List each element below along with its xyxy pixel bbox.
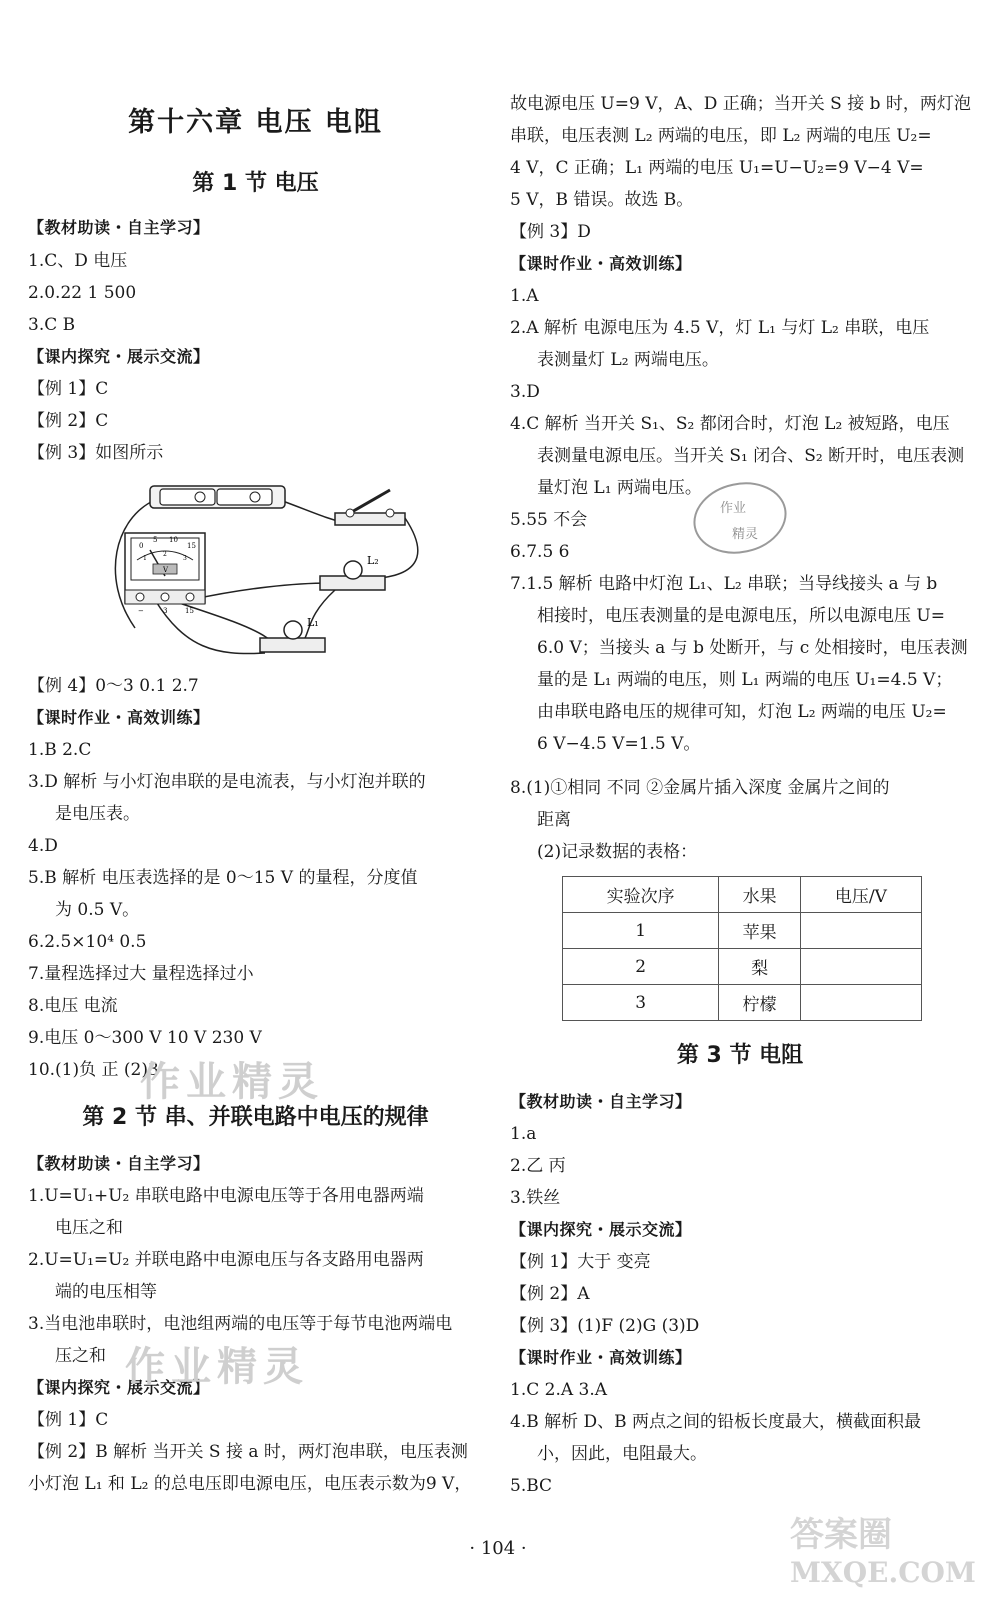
lamp-l1-base (260, 638, 325, 652)
chapter-title: 第十六章 电压 电阻 (128, 107, 383, 138)
switch (335, 513, 405, 525)
answer-line: 为 0.5 V。 (55, 900, 140, 920)
example-line: 【例 1】大于 变亮 (510, 1252, 651, 1272)
answer-line: 端的电压相等 (55, 1282, 157, 1302)
answer-line: 3.D 解析 与小灯泡串联的是电流表，与小灯泡并联的 (28, 772, 426, 792)
page-number: · 104 · (469, 1538, 527, 1559)
section-3-title: 第 3 节 电阻 (676, 1043, 804, 1068)
lamp-l1-label: L₁ (307, 616, 319, 629)
table-row (563, 985, 922, 1021)
terminal-label: 15 (185, 607, 194, 615)
watermark: 作业精灵 (140, 1059, 324, 1105)
answer-line: 相接时，电压表测量的是电源电压，所以电源电压 U= (537, 606, 945, 626)
lamp-l1 (284, 621, 302, 639)
section-heading: 【课时作业・高效训练】 (28, 708, 210, 727)
answer-line: 距离 (537, 810, 571, 830)
table-cell (800, 913, 921, 949)
answer-line: 由串联电路电压的规律可知，灯泡 L₂ 两端的电压 U₂= (537, 702, 947, 722)
table-row (563, 913, 922, 949)
meter-tick: 10 (169, 536, 178, 544)
answer-line: 2.U=U₁=U₂ 并联电路中电源电压与各支路用电器两 (28, 1250, 424, 1270)
table-cell: 柠檬 (719, 985, 800, 1021)
answer-line: 5.B 解析 电压表选择的是 0～15 V 的量程，分度值 (28, 868, 418, 888)
table-cell: 1 (563, 913, 719, 949)
section-1-title: 第 1 节 电压 (192, 171, 319, 196)
example-line: 【例 3】(1)F (2)G (3)D (510, 1316, 700, 1336)
example-line: 【例 2】C (28, 411, 109, 431)
answer-line: 5.BC (510, 1476, 553, 1496)
section-heading: 【课内探究・展示交流】 (28, 347, 210, 366)
text-line: 4 V，C 正确；L₁ 两端的电压 U₁=U−U₂=9 V−4 V= (510, 158, 924, 178)
section-heading: 【教材助读・自主学习】 (28, 218, 210, 237)
text-line: 串联，电压表测 L₂ 两端的电压，即 L₂ 两端的电压 U₂= (510, 126, 932, 146)
table-row (563, 949, 922, 985)
section-heading: 【课内探究・展示交流】 (510, 1220, 692, 1239)
answer-line: 9.电压 0～300 V 10 V 230 V (28, 1028, 262, 1048)
meter-unit: V (163, 566, 169, 574)
answer-line: 1.a (510, 1124, 537, 1144)
answer-line: 10.(1)负 正 (2)3 (28, 1060, 159, 1080)
answer-line: 1.A (510, 286, 539, 306)
answer-line: 7.1.5 解析 电路中灯泡 L₁、L₂ 串联；当导线接头 a 与 b (510, 574, 938, 594)
table-header: 实验次序 (563, 877, 719, 913)
terminal-label: 3 (163, 607, 168, 615)
answer-line: 2.乙 丙 (510, 1156, 566, 1176)
answer-line: 7.量程选择过大 量程选择过小 (28, 964, 254, 984)
site-watermark-text: MXQE.COM (790, 1556, 976, 1589)
section-2-title: 第 2 节 串、并联电路中电压的规律 (82, 1105, 429, 1130)
table-header: 水果 (719, 877, 800, 913)
section-heading: 【教材助读・自主学习】 (28, 1154, 210, 1173)
answer-line: 是电压表。 (55, 804, 140, 824)
table-cell: 苹果 (719, 913, 800, 949)
answer-line: 4.B 解析 D、B 两点之间的铅板长度最大，横截面积最 (510, 1412, 922, 1432)
answer-line: 1.U=U₁+U₂ 串联电路中电源电压等于各用电器两端 (28, 1186, 424, 1206)
example-line: 【例 3】D (510, 222, 591, 242)
answer-line: 2.A 解析 电源电压为 4.5 V，灯 L₁ 与灯 L₂ 串联，电压 (510, 318, 930, 338)
text-line: 5 V，B 错误。故选 B。 (510, 190, 694, 210)
site-watermark-text: 答案圈 (790, 1515, 892, 1555)
answer-line: 5.55 不会 (510, 510, 588, 530)
answer-line: 量的是 L₁ 两端的电压，则 L₁ 两端的电压 U₁=4.5 V； (537, 670, 953, 690)
example-line: 小灯泡 L₁ 和 L₂ 的总电压即电源电压，电压表示数为9 V， (28, 1474, 472, 1494)
meter-tick: 15 (187, 542, 196, 550)
answer-line: 8.电压 电流 (28, 996, 118, 1016)
answer-line: 8.(1)①相同 不同 ②金属片插入深度 金属片之间的 (510, 778, 890, 798)
section-heading: 【课时作业・高效训练】 (510, 254, 692, 273)
answer-line: 表测量灯 L₂ 两端电压。 (537, 350, 719, 370)
example-line: 【例 1】C (28, 379, 109, 399)
terminal-label: − (138, 607, 144, 615)
answer-line: 3.C B (28, 315, 76, 335)
table-cell: 梨 (719, 949, 800, 985)
example-line: 【例 1】C (28, 1410, 109, 1430)
answer-line: 3.铁丝 (510, 1188, 561, 1208)
answer-line: 1.C 2.A 3.A (510, 1380, 608, 1400)
answer-line: 6.2.5×10⁴ 0.5 (28, 932, 147, 952)
lamp-l2-label: L₂ (367, 554, 379, 567)
table-cell (800, 949, 921, 985)
answer-line: 4.D (28, 836, 58, 856)
stamp-text: 精灵 (732, 527, 759, 542)
table-cell: 2 (563, 949, 719, 985)
circuit-diagram (95, 478, 430, 673)
answer-line: 1.B 2.C (28, 740, 92, 760)
section-heading: 【课时作业・高效训练】 (510, 1348, 692, 1367)
meter-mid-tick: 2 (163, 551, 167, 558)
answer-line: 4.C 解析 当开关 S₁、S₂ 都闭合时，灯泡 L₂ 被短路，电压 (510, 414, 950, 434)
answer-line: 3.当电池串联时，电池组两端的电压等于每节电池两端电 (28, 1314, 453, 1334)
text-line: 故电源电压 U=9 V，A、D 正确；当开关 S 接 b 时，两灯泡 (510, 94, 971, 114)
example-line: 【例 2】A (510, 1284, 590, 1304)
example-line: 【例 2】B 解析 当开关 S 接 a 时，两灯泡串联，电压表测 (28, 1442, 468, 1462)
table-header-row (563, 877, 922, 913)
section-heading: 【教材助读・自主学习】 (510, 1092, 692, 1111)
meter-mid-tick: 1 (143, 555, 147, 562)
meter-mid-tick: 3 (183, 555, 187, 562)
answer-line: 3.D (510, 382, 540, 402)
answer-line: 电压之和 (55, 1218, 123, 1238)
answer-line: 表测量电源电压。当开关 S₁ 闭合、S₂ 断开时，电压表测 (537, 446, 965, 466)
stamp-text: 作业 (720, 501, 747, 516)
answer-line: 6 V−4.5 V=1.5 V。 (537, 734, 701, 754)
data-record-table (562, 876, 922, 1021)
answer-line: 6.0 V；当接头 a 与 b 处断开，与 c 处相接时，电压表测 (537, 638, 968, 658)
watermark: 作业精灵 (125, 1344, 309, 1390)
answer-line: 2.0.22 1 500 (28, 283, 137, 303)
example-line: 【例 4】0～3 0.1 2.7 (28, 676, 199, 696)
example-line: 【例 3】如图所示 (28, 443, 164, 463)
answer-line: 1.C、D 电压 (28, 251, 128, 271)
lamp-l2 (344, 561, 362, 579)
table-cell (800, 985, 921, 1021)
answer-line: 小，因此，电阻最大。 (537, 1444, 707, 1464)
stamp-seal (690, 478, 790, 558)
meter-tick: 5 (153, 536, 158, 544)
table-header: 电压/V (800, 877, 921, 913)
table-cell: 3 (563, 985, 719, 1021)
answer-line: 压之和 (55, 1346, 106, 1366)
answer-line: 量灯泡 L₁ 两端电压。 (537, 478, 702, 498)
answer-line: 6.7.5 6 (510, 542, 570, 562)
section-heading: 【课内探究・展示交流】 (28, 1378, 210, 1397)
meter-tick: 0 (139, 542, 144, 550)
answer-line: (2)记录数据的表格： (537, 842, 698, 862)
